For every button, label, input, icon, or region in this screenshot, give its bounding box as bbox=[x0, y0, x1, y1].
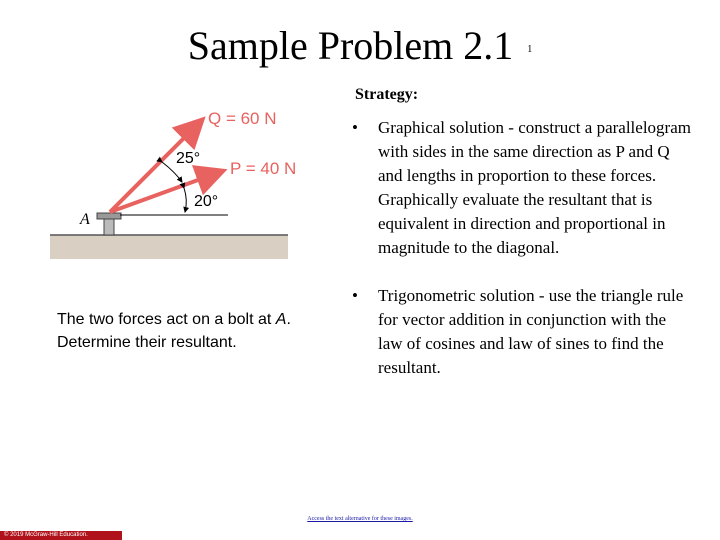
slide-title bbox=[0, 22, 720, 69]
copyright-footer: © 2019 McGraw-Hill Education. bbox=[0, 531, 122, 540]
point-a-label: A bbox=[80, 211, 90, 228]
strategy-heading: Strategy: bbox=[355, 86, 419, 103]
description-point: A bbox=[275, 311, 287, 328]
q-label: Q = 60 N bbox=[208, 109, 277, 128]
strategy-bullets bbox=[352, 116, 692, 404]
force-diagram bbox=[50, 100, 300, 265]
page-number: 1 bbox=[527, 44, 533, 56]
ground bbox=[50, 235, 288, 259]
p-label: P = 40 N bbox=[230, 159, 297, 178]
angle-25-label: 25° bbox=[176, 150, 201, 167]
bullet-dot: • bbox=[352, 118, 358, 137]
angle-20-label: 20° bbox=[194, 193, 219, 210]
angle-arc-20 bbox=[184, 188, 186, 212]
bullet-graphical bbox=[352, 116, 692, 260]
bolt-base bbox=[97, 213, 121, 219]
problem-description bbox=[57, 308, 317, 354]
bullet-trigonometric bbox=[352, 284, 692, 380]
bullet-text: Trigonometric solution - use the triangle rule for vector addition in conjunction with the law of cosines and law of sines to find the resultant. bbox=[378, 286, 684, 377]
bullet-dot: • bbox=[352, 286, 358, 305]
title-text: Sample Problem 2.1 bbox=[187, 23, 514, 68]
bolt-post bbox=[104, 219, 114, 235]
accessibility-link[interactable]: Access the text alternative for these images. bbox=[307, 516, 413, 522]
bullet-text: Graphical solution - construct a parallelogram with sides in the same direction as P and Q and lengths in proportion to these forces. Graphically evaluate the resultant that is equivalent in direction and proportional in magnitude to the diagonal. bbox=[378, 118, 691, 257]
description-text-2: . Determine their resultant. bbox=[57, 311, 291, 351]
description-text-1: The two forces act on a bolt at bbox=[57, 311, 276, 328]
